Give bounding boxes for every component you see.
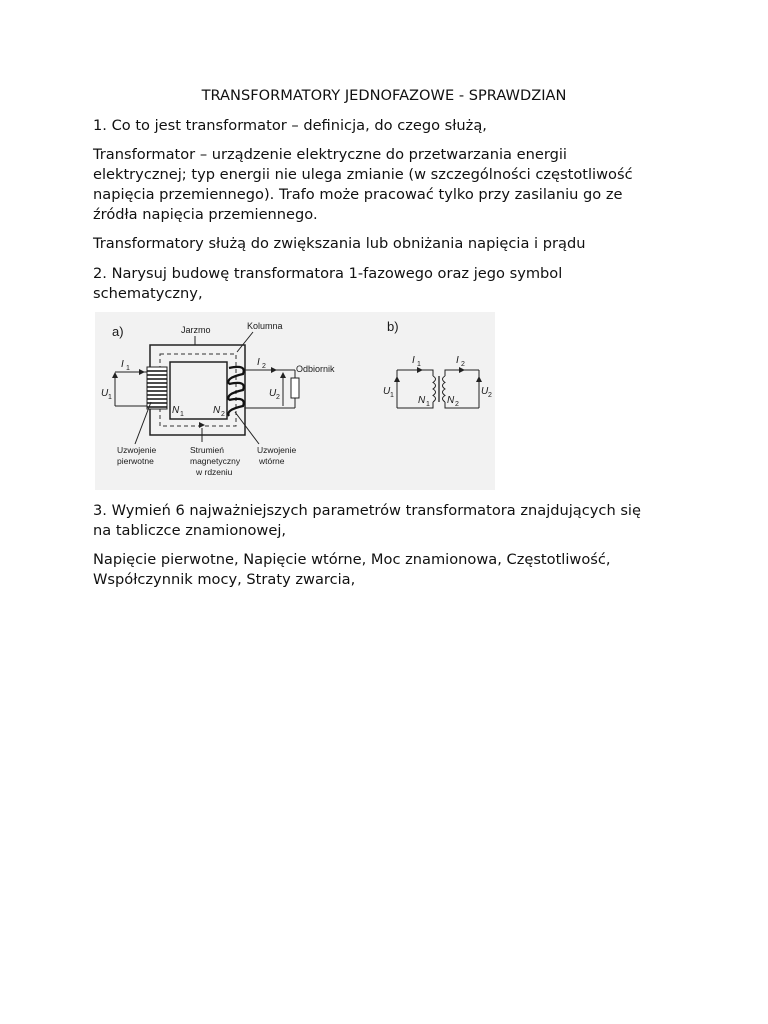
sym-n1-label: N: [418, 395, 426, 406]
i1-label: I: [121, 359, 124, 370]
strum-label-1: Strumień: [190, 445, 225, 455]
u1-label: U: [101, 388, 109, 399]
i2-arrow: [271, 367, 277, 373]
primary-winding: [147, 367, 167, 409]
sym-u2-label: U: [481, 386, 489, 397]
load-resistor: [291, 378, 299, 398]
n2-sub: 2: [221, 411, 225, 418]
question-3-line-1: 3. Wymień 6 najważniejszych parametrów transformatora znajdujących się: [93, 502, 641, 519]
question-2-line-1: 2. Narysuj budowę transformatora 1-fazowego oraz jego symbol: [93, 265, 563, 282]
n2-label: N: [213, 405, 221, 416]
odbiornik-label: Odbiornik: [296, 364, 335, 374]
document-title: TRANSFORMATORY JEDNOFAZOWE - SPRAWDZIAN: [201, 87, 567, 104]
question-3-line-2: na tabliczce znamionowej,: [93, 522, 287, 539]
sym-i2-sub: 2: [461, 361, 465, 368]
uzw-p-leader: [135, 402, 151, 444]
sym-i2-label: I: [456, 355, 459, 366]
jarzmo-label: Jarzmo: [181, 325, 211, 335]
i1-arrow: [139, 369, 145, 375]
u1-arrow: [112, 372, 118, 378]
answer-3-line-2: Współczynnik mocy, Straty zwarcia,: [93, 571, 356, 588]
answer-1b: Transformatory służą do zwiększania lub obniżania napięcia i prądu: [93, 235, 586, 252]
sym-u2-arrow: [476, 376, 482, 382]
answer-1-line-3: napięcia przemiennego). Trafo może pracować tylko przy zasilaniu go ze: [93, 186, 623, 203]
answer-3-line-1: Napięcie pierwotne, Napięcie wtórne, Moc znamionowa, Częstotliwość,: [93, 551, 611, 568]
uzw-p-label-1: Uzwojenie: [117, 445, 157, 455]
sym-n1-sub: 1: [426, 401, 430, 408]
uzw-w-label-1: Uzwojenie: [257, 445, 297, 455]
u2-arrow: [280, 372, 286, 378]
kolumna-label: Kolumna: [247, 321, 283, 331]
uzw-w-label-2: wtórne: [259, 456, 285, 466]
sym-n2-sub: 2: [455, 401, 459, 408]
strum-label-2: magnetyczny: [190, 456, 241, 466]
sym-u1-sub: 1: [390, 392, 394, 399]
transformer-figure: [95, 312, 495, 490]
flux-arrow: [199, 422, 205, 428]
answer-1-line-1: Transformator – urządzenie elektryczne do przetwarzania energii: [93, 146, 567, 163]
u1-sub: 1: [108, 394, 112, 401]
secondary-winding: [228, 367, 243, 416]
figure-label-b: b): [387, 319, 399, 334]
sym-n2-label: N: [447, 395, 455, 406]
uzw-w-leader: [235, 412, 259, 444]
answer-1-line-4: źródła napięcia przemiennego.: [93, 206, 318, 223]
i2-sub: 2: [262, 363, 266, 370]
n1-sub: 1: [180, 411, 184, 418]
sym-i1-sub: 1: [417, 361, 421, 368]
u2-sub: 2: [276, 394, 280, 401]
figure-label-a: a): [112, 324, 124, 339]
answer-1-line-2: elektrycznej; typ energii nie ulega zmianie (w szczególności częstotliwość: [93, 166, 633, 183]
strum-label-3: w rdzeniu: [196, 467, 233, 477]
uzw-p-label-2: pierwotne: [117, 456, 154, 466]
transformer-symbol: [397, 370, 479, 408]
sym-u1-arrow: [394, 376, 400, 382]
n1-label: N: [172, 405, 180, 416]
question-1: 1. Co to jest transformator – definicja, do czego służą,: [93, 117, 487, 134]
sym-u2-sub: 2: [488, 392, 492, 399]
sym-i1-label: I: [412, 355, 415, 366]
u2-label: U: [269, 388, 277, 399]
transformer-diagram: [95, 312, 495, 490]
question-2-line-2: schematyczny,: [93, 285, 203, 302]
i2-label: I: [257, 357, 260, 368]
i1-sub: 1: [126, 365, 130, 372]
sym-u1-label: U: [383, 386, 391, 397]
